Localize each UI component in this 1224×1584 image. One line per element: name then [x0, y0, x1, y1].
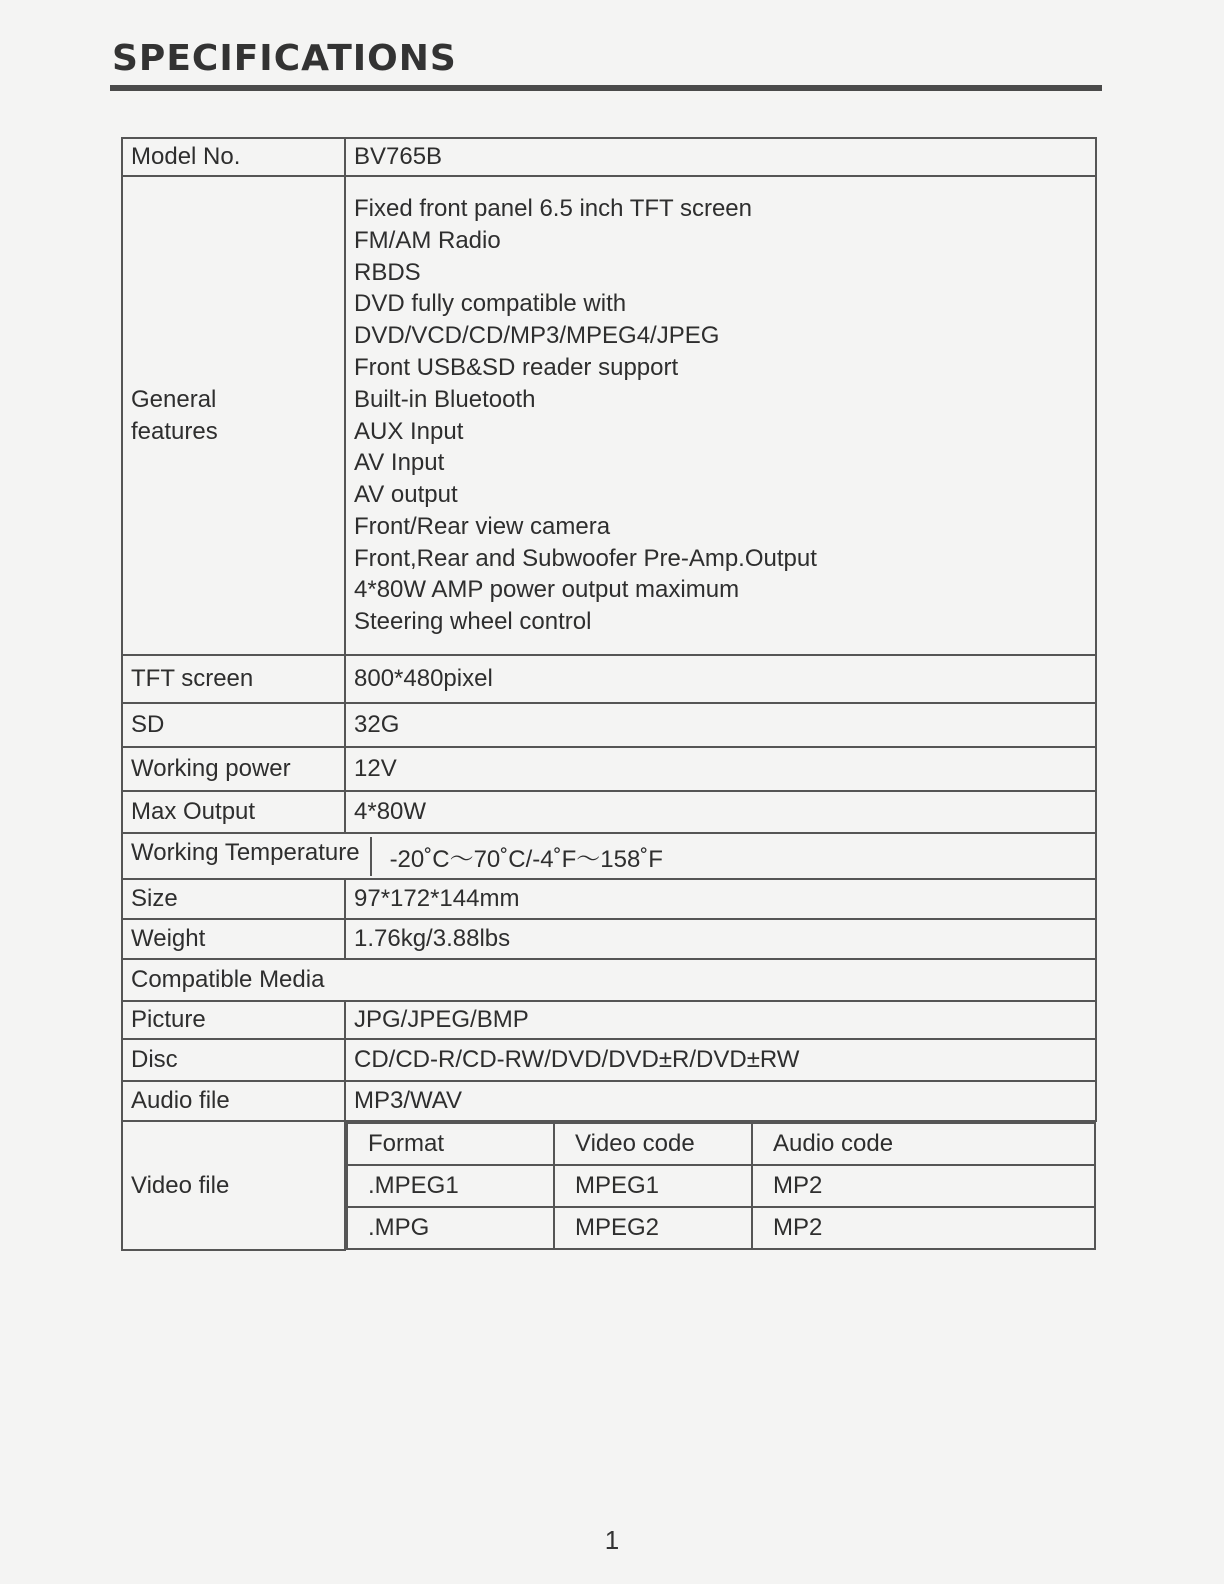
- table-row: [347, 1123, 1095, 1165]
- video-codec-table: [346, 1122, 1096, 1250]
- table-row: [122, 747, 1096, 791]
- list-item: AV output: [354, 481, 458, 509]
- table-row: [122, 703, 1096, 747]
- table-row: [122, 1121, 1096, 1250]
- model-label: Model No.: [122, 138, 345, 176]
- list-item: FM/AM Radio: [354, 226, 501, 254]
- list-item: Front USB&SD reader support: [354, 353, 679, 381]
- disc-value: CD/CD-R/CD-RW/DVD/DVD±R/DVD±RW: [345, 1039, 1096, 1081]
- audio-file-label: Audio file: [122, 1081, 345, 1121]
- table-row: [122, 879, 1096, 919]
- table-row: [347, 1165, 1095, 1207]
- list-item: AV Input: [354, 449, 445, 477]
- table-cell: .MPG: [347, 1207, 554, 1249]
- compatible-media-label: Compatible Media: [122, 959, 1096, 1001]
- table-cell: MP2: [752, 1207, 1095, 1249]
- table-row: [122, 1081, 1096, 1121]
- table-row: [122, 791, 1096, 833]
- general-features-list: [345, 176, 1096, 655]
- format-header: Format: [347, 1123, 554, 1165]
- list-item: DVD fully compatible with: [354, 290, 627, 318]
- video-file-cell: [345, 1121, 1096, 1250]
- list-item: Front,Rear and Subwoofer Pre-Amp.Output: [354, 544, 817, 572]
- max-output-value: 4*80W: [345, 791, 1096, 833]
- list-item: Front/Rear view camera: [354, 512, 611, 540]
- table-row: [122, 919, 1096, 959]
- audio-file-value: MP3/WAV: [345, 1081, 1096, 1121]
- list-item: 4*80W AMP power output maximum: [354, 576, 740, 604]
- list-item: DVD/VCD/CD/MP3/MPEG4/JPEG: [354, 322, 720, 350]
- tft-label: TFT screen: [122, 655, 345, 703]
- general-features-label: General features: [122, 176, 345, 655]
- list-item: Steering wheel control: [354, 608, 592, 636]
- table-row: [122, 1001, 1096, 1039]
- list-item: RBDS: [354, 258, 421, 286]
- column-divider: [370, 837, 372, 876]
- video-code-header: Video code: [554, 1123, 752, 1165]
- specifications-table: [121, 137, 1097, 1251]
- table-cell: MP2: [752, 1165, 1095, 1207]
- table-cell: MPEG2: [554, 1207, 752, 1249]
- page-number: 1: [604, 1525, 620, 1555]
- audio-code-header: Audio code: [752, 1123, 1095, 1165]
- page-title: SPECIFICATIONS: [112, 38, 457, 79]
- list-item: Built-in Bluetooth: [354, 385, 536, 413]
- tft-value: 800*480pixel: [345, 655, 1096, 703]
- weight-value: 1.76kg/3.88lbs: [345, 919, 1096, 959]
- table-row: [122, 655, 1096, 703]
- working-power-value: 12V: [345, 747, 1096, 791]
- list-item: AUX Input: [354, 417, 464, 445]
- size-label: Size: [122, 879, 345, 919]
- weight-label: Weight: [122, 919, 345, 959]
- working-temperature-label: Working Temperature: [131, 838, 360, 866]
- disc-label: Disc: [122, 1039, 345, 1081]
- table-row: [122, 1039, 1096, 1081]
- working-power-label: Working power: [122, 747, 345, 791]
- sd-value: 32G: [345, 703, 1096, 747]
- table-row: [122, 176, 1096, 655]
- table-cell: .MPEG1: [347, 1165, 554, 1207]
- working-temperature-value: -20˚C～70˚C/-4˚F～158˚F: [389, 845, 663, 873]
- table-row: [347, 1207, 1095, 1249]
- size-value: 97*172*144mm: [345, 879, 1096, 919]
- list-item: Fixed front panel 6.5 inch TFT screen: [354, 194, 752, 222]
- sd-label: SD: [122, 703, 345, 747]
- title-rule: [110, 85, 1102, 91]
- table-row: [122, 959, 1096, 1001]
- max-output-label: Max Output: [122, 791, 345, 833]
- table-row: [122, 833, 1096, 879]
- table-row: [122, 138, 1096, 176]
- video-file-label: Video file: [122, 1121, 345, 1250]
- picture-value: JPG/JPEG/BMP: [345, 1001, 1096, 1039]
- working-temperature-cell: [122, 833, 1096, 879]
- picture-label: Picture: [122, 1001, 345, 1039]
- table-cell: MPEG1: [554, 1165, 752, 1207]
- model-value: BV765B: [345, 138, 1096, 176]
